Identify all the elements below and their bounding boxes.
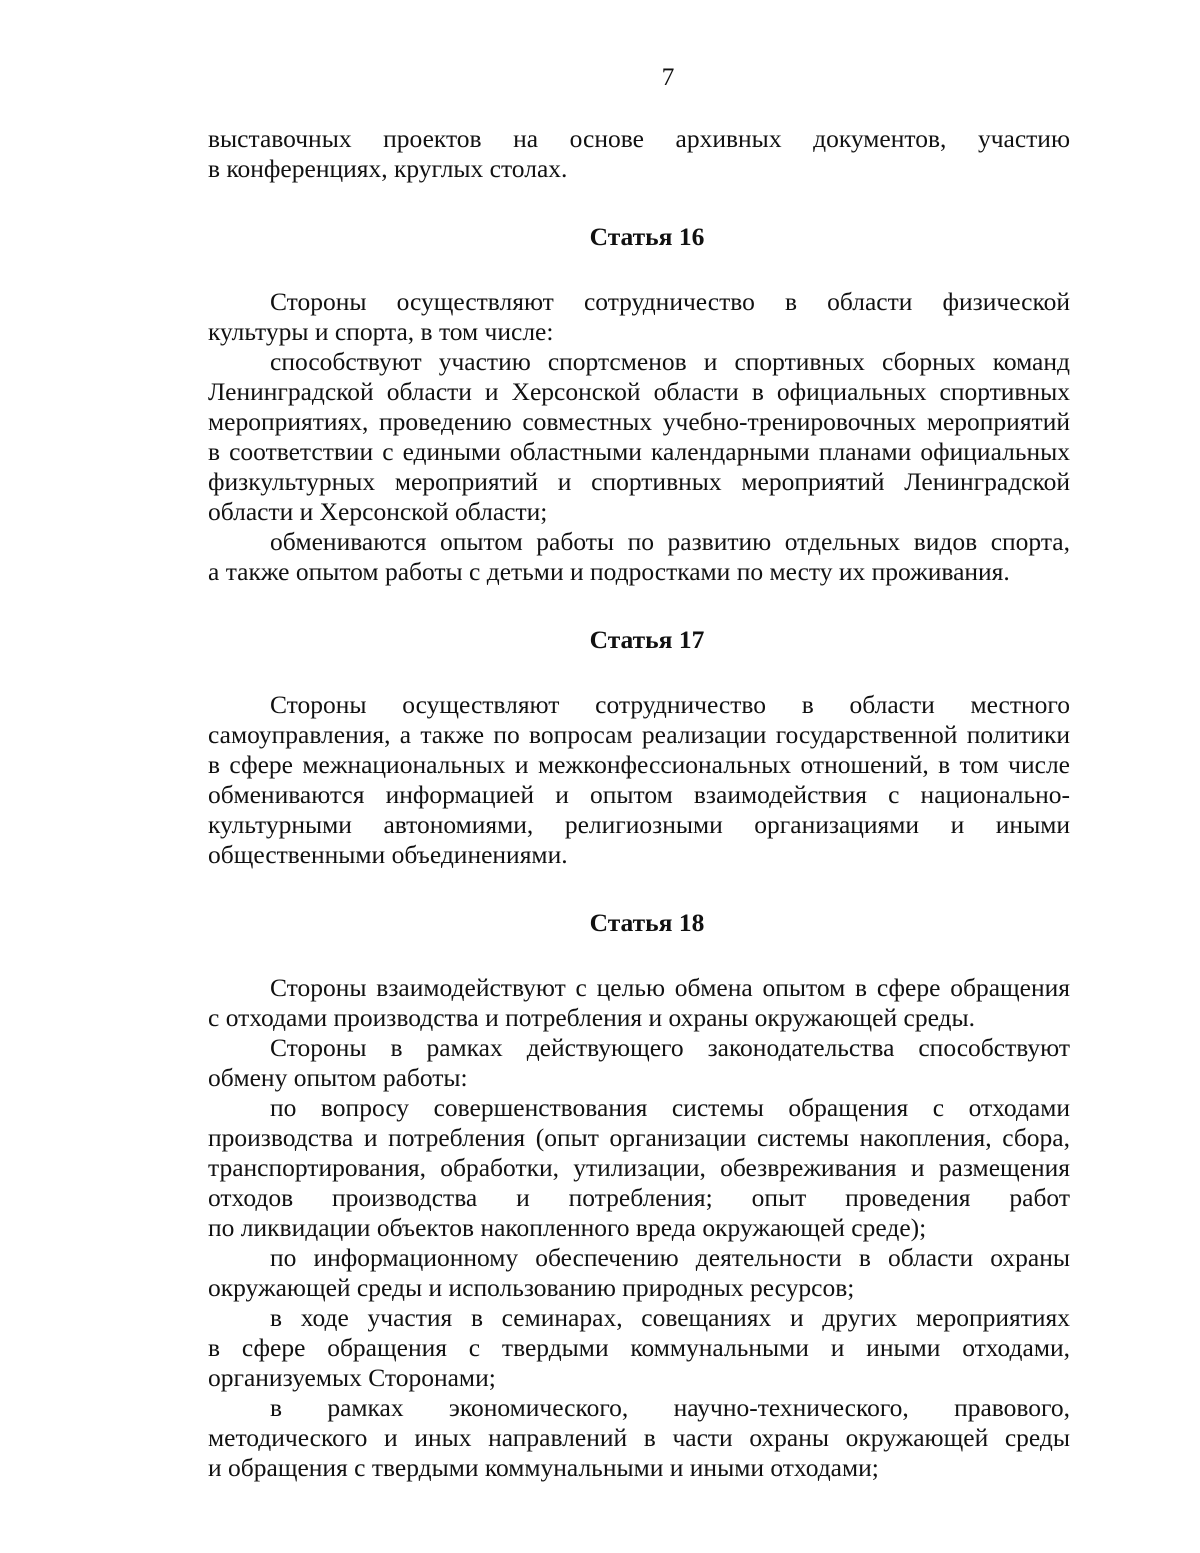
text-line: самоуправления, а также по вопросам реализации государственной политики — [208, 720, 1070, 749]
text-line: а также опытом работы с детьми и подростками по месту их проживания. — [208, 557, 1010, 586]
text-line: по вопросу совершенствования системы обращения с отходами — [270, 1093, 1070, 1122]
text-line: Стороны осуществляют сотрудничество в области физической — [270, 287, 1070, 316]
text-line: по информационному обеспечению деятельности в области охраны — [270, 1243, 1070, 1272]
text-line: в сфере межнациональных и межконфессиональных отношений, в том числе — [208, 750, 1070, 779]
text-line: в конференциях, круглых столах. — [208, 154, 568, 183]
text-line: общественными объединениями. — [208, 840, 568, 869]
text-line: Стороны осуществляют сотрудничество в области местного — [270, 690, 1070, 719]
text-line: в соответствии с едиными областными календарными планами официальных — [208, 437, 1070, 466]
article-18-paragraph-2 — [208, 1033, 1070, 1093]
article-17-heading: Статья 17 — [589, 625, 705, 654]
text-line: обмену опытом работы: — [208, 1063, 468, 1092]
text-line: организуемых Сторонами; — [208, 1363, 496, 1392]
article-18-paragraph-6 — [208, 1393, 1070, 1483]
text-line: способствуют участию спортсменов и спортивных сборных команд — [270, 347, 1070, 376]
text-line: по ликвидации объектов накопленного вреда окружающей среде); — [208, 1213, 927, 1242]
text-line: Ленинградской области и Херсонской области в официальных спортивных — [208, 377, 1070, 406]
article-18-paragraph-1 — [208, 973, 1070, 1033]
text-line: в сфере обращения с твердыми коммунальными и иными отходами, — [208, 1333, 1070, 1362]
text-line: производства и потребления (опыт организации системы накопления, сбора, — [208, 1123, 1070, 1152]
text-line: транспортирования, обработки, утилизации, обезвреживания и размещения — [208, 1153, 1070, 1182]
article-17-paragraph-1 — [208, 690, 1070, 870]
text-line: области и Херсонской области; — [208, 497, 548, 526]
text-line: окружающей среды и использованию природных ресурсов; — [208, 1273, 855, 1302]
article-16-paragraph-3 — [208, 527, 1070, 587]
article-16-paragraph-1 — [208, 287, 1070, 347]
text-line: отходов производства и потребления; опыт проведения работ — [208, 1183, 1070, 1212]
article-18-paragraph-5 — [208, 1303, 1070, 1393]
text-line: методического и иных направлений в части охраны окружающей среды — [208, 1423, 1070, 1452]
text-line: обмениваются информацией и опытом взаимодействия с национально- — [208, 780, 1070, 809]
article-18-heading: Статья 18 — [589, 908, 705, 937]
page-number: 7 — [661, 62, 675, 91]
article-16-paragraph-2 — [208, 347, 1070, 527]
document-body — [208, 124, 1070, 1483]
text-line: выставочных проектов на основе архивных документов, участию — [208, 124, 1070, 153]
text-line: культуры и спорта, в том числе: — [208, 317, 554, 346]
text-line: мероприятиях, проведению совместных учебно-тренировочных мероприятий — [208, 407, 1070, 436]
text-line: с отходами производства и потребления и охраны окружающей среды. — [208, 1003, 976, 1032]
article-18-paragraph-4 — [208, 1243, 1070, 1303]
article-16-heading: Статья 16 — [589, 222, 705, 251]
text-line: Стороны в рамках действующего законодательства способствуют — [270, 1033, 1070, 1062]
text-line: Стороны взаимодействуют с целью обмена опытом в сфере обращения — [270, 973, 1070, 1002]
text-line: культурными автономиями, религиозными организациями и иными — [208, 810, 1070, 839]
text-line: физкультурных мероприятий и спортивных мероприятий Ленинградской — [208, 467, 1070, 496]
text-line: и обращения с твердыми коммунальными и иными отходами; — [208, 1453, 879, 1482]
text-line: обмениваются опытом работы по развитию отдельных видов спорта, — [270, 527, 1070, 556]
article-18-paragraph-3 — [208, 1093, 1070, 1243]
text-line: в рамках экономического, научно-технического, правового, — [270, 1393, 1070, 1422]
intro-paragraph — [208, 124, 1070, 184]
text-line: в ходе участия в семинарах, совещаниях и других мероприятиях — [270, 1303, 1070, 1332]
